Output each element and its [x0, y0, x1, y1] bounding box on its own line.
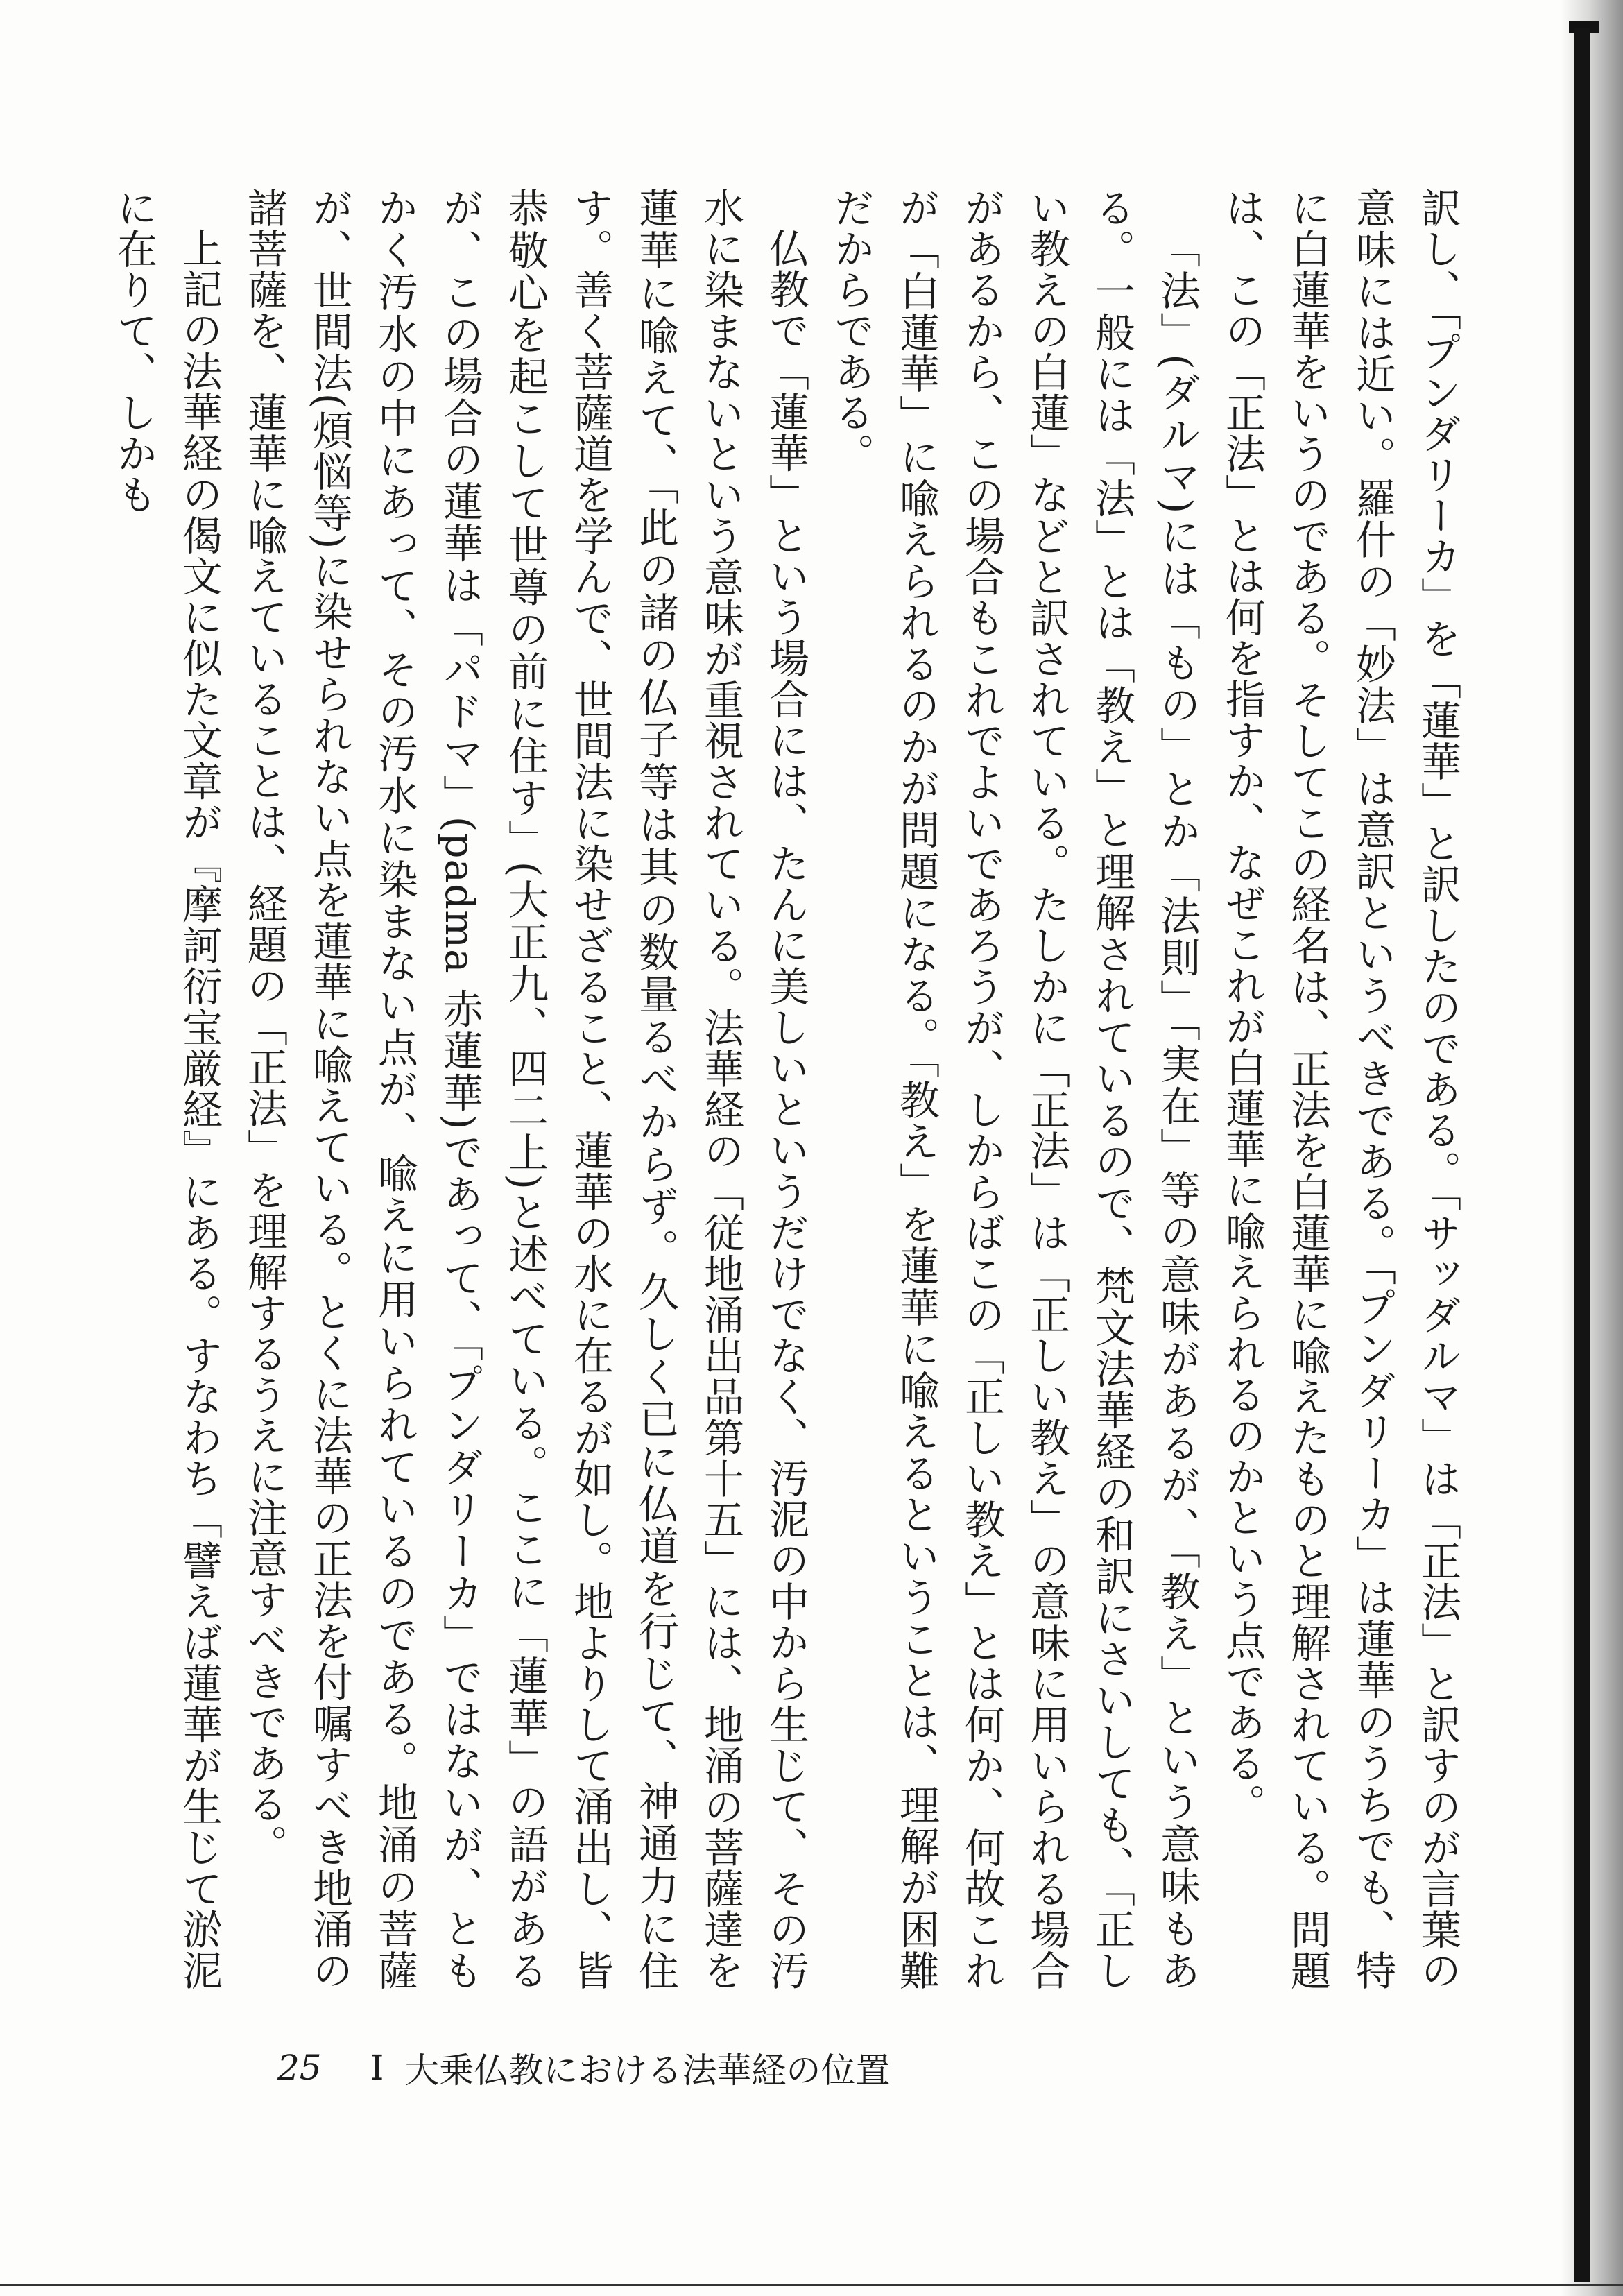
vertical-text-body [110, 187, 1470, 1991]
paragraph-4: 上記の法華経の偈文に似た文章が『摩訶衍宝厳経』にある。すなわち「譬えば蓮華が生じて淤泥に在りて、しかも [110, 187, 223, 1991]
running-footer [277, 2044, 890, 2092]
paragraph-3: 仏教で「蓮華」という場合には、たんに美しいというだけでなく、汚泥の中から生じて、その汚水に染まないという意味が重視されている。法華経の「従地涌出品第十五」には、地涌の菩薩達を蓮華に喩えて、「此の諸の仏子等は其の数量るべからず。久しく已に仏道を行じて、神通力に住す。善く菩薩道を学んで、世間法に染せざること、蓮華の水に在るが如し。地よりして涌出し、皆恭敬心を起こして世尊の前に住す」(大正九、四二上)と述べている。ここに「蓮華」の語があるが、この場合の蓮華は「パドマ」(padma 赤蓮華)であって、「プンダリーカ」ではないが、ともかく汚水の中にあって、その汚水に染まない点が、喩えに用いられているのである。地涌の菩薩が、世間法(煩悩等)に染せられない点を蓮華に喩えている。とくに法華の正法を付嘱すべき地涌の諸菩薩を、蓮華に喩えていることは、経題の「正法」を理解するうえに注意すべきである。 [241, 187, 809, 1991]
chapter-title: 大乗仏教における法華経の位置 [404, 2050, 891, 2091]
chapter-number: I [370, 2048, 384, 2088]
page-number: 25 [277, 2048, 322, 2088]
paragraph-1: 訳し、「プンダリーカ」を「蓮華」と訳したのである。「サッダルマ」は「正法」と訳すのが言葉の意味には近い。羅什の「妙法」は意訳というべきである。「プンダリーカ」は蓮華のうちでも、特に白蓮華をいうのである。そしてこの経名は、正法を白蓮華に喩えたものと理解されている。問題は、この「正法」とは何を指すか、なぜこれが白蓮華に喩えられるのかという点である。 [1219, 187, 1461, 1991]
paragraph-2: 「法」(ダルマ)には「もの」とか「法則」「実在」等の意味があるが、「教え」という意味もある。一般には「法」とは「教え」と理解されているので、梵文法華経の和訳にさいしても、「正しい教えの白蓮」などと訳されている。たしかに「正法」は「正しい教え」の意味に用いられる場合があるから、この場合もこれでよいであろうが、しからばこの「正しい教え」とは何か、何故これが「白蓮華」に喩えられるのかが問題になる。「教え」を蓮華に喩えるということは、理解が困難だからである。 [827, 187, 1201, 1991]
page-bottom-edge [0, 2284, 1623, 2286]
binding-shadow [1561, 0, 1623, 2296]
binding-rule [1574, 28, 1590, 2282]
